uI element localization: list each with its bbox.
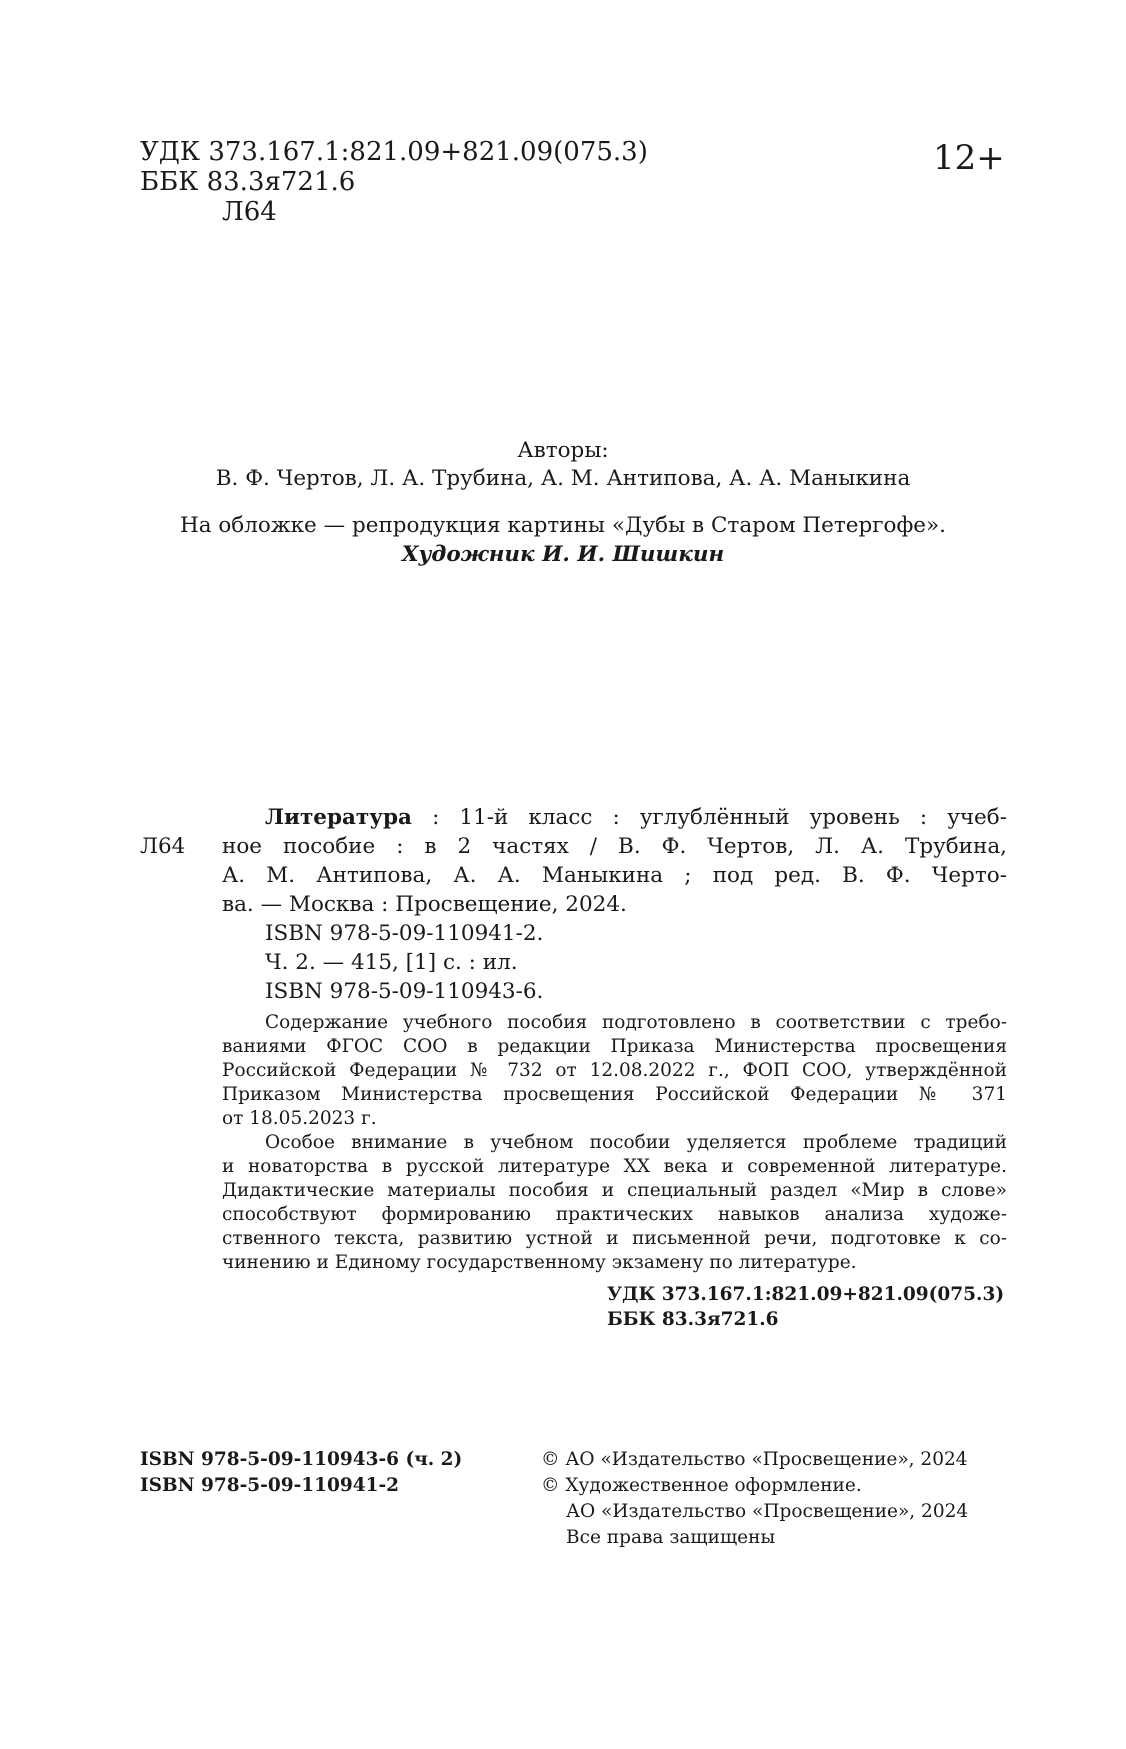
annotation-p2-line-6: чинению и Единому государственному экзамену по литературе.	[222, 1252, 857, 1273]
authors-names: В. Ф. Чертов, Л. А. Трубина, А. М. Антипова, А. А. Маныкина	[215, 466, 911, 491]
footer-isbn-part: ISBN 978-5-09-110943-6 (ч. 2)	[140, 1449, 463, 1470]
annotation-p2-line-4: способствуют формированию практических навыков анализа художе-	[222, 1204, 1007, 1225]
annotation-p2-line-5: ственного текста, развитию устной и письменной речи, подготовке к со-	[222, 1228, 1007, 1249]
annotation-p1-line-4: Приказом Министерства просвещения Российской Федерации № 371	[222, 1084, 1007, 1105]
author-code-header: Л64	[222, 197, 277, 227]
annotation-p2-line-1: Особое внимание в учебном пособии уделяется проблеме традиций	[265, 1132, 1007, 1153]
record-line-1	[265, 803, 1007, 832]
record-title: Литература	[265, 805, 412, 830]
bbk-header: ББК 83.3я721.6	[140, 167, 356, 197]
annotation-p2-line-2: и новаторства в русской литературе XX века и современной литературе.	[222, 1156, 1007, 1177]
footer-rights: Все права защищены	[566, 1527, 776, 1548]
record-line-2: ное пособие : в 2 частях / В. Ф. Чертов, Л. А. Трубина,	[222, 834, 1007, 859]
record-part: Ч. 2. — 415, [1] с. : ил.	[265, 950, 518, 975]
annotation-udk: УДК 373.167.1:821.09+821.09(075.3)	[607, 1284, 1005, 1305]
record-isbn-part: ISBN 978-5-09-110943-6.	[265, 979, 544, 1004]
footer-copyright-1: © АО «Издательство «Просвещение», 2024	[541, 1449, 968, 1470]
annotation-p1-line-1: Содержание учебного пособия подготовлено в соответствии с требо-	[265, 1012, 1007, 1033]
footer-copyright-3: АО «Издательство «Просвещение», 2024	[566, 1501, 969, 1522]
footer-isbn-set: ISBN 978-5-09-110941-2	[140, 1475, 400, 1496]
footer-copyright-2: © Художественное оформление.	[541, 1475, 862, 1496]
annotation-p1-line-3: Российской Федерации № 732 от 12.08.2022 г., ФОП СОО, утверждённой	[222, 1060, 1007, 1081]
cover-artist: Художник И. И. Шишкин	[401, 542, 725, 567]
udk-header: УДК 373.167.1:821.09+821.09(075.3)	[140, 137, 648, 167]
annotation-p1-line-2: ваниями ФГОС СОО в редакции Приказа Министерства просвещения	[222, 1036, 1007, 1057]
record-line-3: А. М. Антипова, А. А. Маныкина ; под ред. В. Ф. Черто-	[222, 863, 1007, 888]
authors-heading: Авторы:	[517, 438, 609, 463]
annotation-p1-line-5: от 18.05.2023 г.	[222, 1108, 377, 1129]
record-line-1-rest: : 11-й класс : углублённый уровень : учеб-	[411, 805, 1007, 830]
annotation-p2-line-3: Дидактические материалы пособия и специальный раздел «Мир в слове»	[222, 1180, 1007, 1201]
record-isbn-set: ISBN 978-5-09-110941-2.	[265, 921, 544, 946]
record-line-4: ва. — Москва : Просвещение, 2024.	[222, 892, 627, 917]
age-rating: 12+	[933, 138, 1005, 178]
cover-note: На обложке — репродукция картины «Дубы в Старом Петергофе».	[179, 513, 947, 538]
annotation-bbk: ББК 83.3я721.6	[607, 1309, 779, 1330]
record-code: Л64	[140, 834, 186, 859]
